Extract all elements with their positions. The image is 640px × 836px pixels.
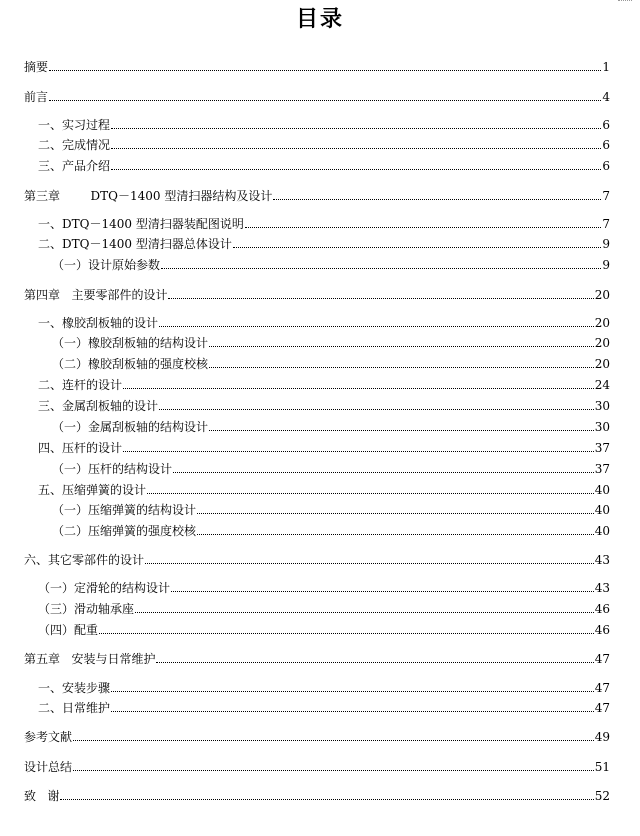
toc-page-number: 46 — [594, 602, 610, 616]
toc-page-number: 7 — [602, 189, 610, 203]
toc-page-number: 1 — [602, 60, 610, 74]
toc-entry[interactable] — [0, 332, 640, 350]
toc-dot-leader — [111, 147, 601, 149]
toc-entry[interactable] — [0, 155, 640, 173]
toc-entry[interactable] — [0, 213, 640, 231]
toc-dot-leader — [111, 168, 601, 170]
toc-dot-leader — [173, 471, 594, 473]
toc-entry[interactable] — [0, 185, 640, 203]
toc-entry[interactable] — [0, 619, 640, 637]
toc-entry-label: （三）滑动轴承座 — [38, 602, 135, 616]
toc-dot-leader — [73, 769, 594, 771]
toc-entry[interactable] — [0, 437, 640, 455]
toc-page-number: 40 — [594, 524, 610, 538]
toc-dot-leader — [123, 387, 594, 389]
toc-entry[interactable] — [0, 785, 640, 803]
toc-dot-leader — [161, 267, 601, 269]
toc-dot-leader — [273, 198, 601, 200]
toc-entry-label: （一）压杆的结构设计 — [52, 462, 173, 476]
toc-entry-label: （四）配重 — [38, 623, 99, 637]
toc-entry-label: （一）定滑轮的结构设计 — [38, 581, 171, 595]
toc-entry-label: 二、DTQ－1400 型清扫器总体设计 — [38, 237, 232, 251]
toc-entry[interactable] — [0, 598, 640, 616]
toc-dot-leader — [111, 690, 594, 692]
toc-entry-label: （一）设计原始参数 — [52, 258, 161, 272]
toc-entry[interactable] — [0, 756, 640, 774]
toc-entry[interactable] — [0, 549, 640, 567]
toc-page-number: 9 — [602, 237, 610, 251]
toc-page-number: 20 — [594, 316, 610, 330]
toc-dot-leader — [209, 429, 594, 431]
toc-entry[interactable] — [0, 114, 640, 132]
toc-entry[interactable] — [0, 374, 640, 392]
toc-page-number: 43 — [594, 553, 610, 567]
toc-entry-label: 设计总结 — [24, 760, 73, 774]
toc-dot-leader — [123, 450, 594, 452]
toc-entry-label: 第三章 DTQ－1400 型清扫器结构及设计 — [24, 189, 273, 203]
toc-dot-leader — [159, 408, 594, 410]
toc-dot-leader — [49, 69, 601, 71]
toc-entry-label: 一、实习过程 — [38, 118, 111, 132]
toc-entry-label: 四、压杆的设计 — [38, 441, 123, 455]
toc-entry-label: 三、金属刮板轴的设计 — [38, 399, 159, 413]
toc-page-number: 43 — [594, 581, 610, 595]
toc-dot-leader — [245, 226, 602, 228]
toc-page-number: 20 — [594, 357, 610, 371]
toc-entry[interactable] — [0, 284, 640, 302]
toc-page-number: 47 — [594, 701, 610, 715]
toc-entry-label: （二）压缩弹簧的强度校核 — [52, 524, 197, 538]
toc-entry[interactable] — [0, 233, 640, 251]
toc-entry-label: 二、完成情况 — [38, 138, 111, 152]
toc-dot-leader — [233, 246, 602, 248]
toc-entry-label: 前言 — [24, 90, 49, 104]
toc-page-number: 49 — [594, 730, 610, 744]
toc-dot-leader — [197, 512, 594, 514]
toc-dot-leader — [99, 632, 594, 634]
toc-entry-label: （一）橡胶刮板轴的结构设计 — [52, 336, 209, 350]
toc-page-number: 6 — [602, 159, 610, 173]
toc-dot-leader — [168, 297, 593, 299]
toc-page-number: 9 — [602, 258, 610, 272]
toc-page-number: 6 — [602, 118, 610, 132]
toc-entry-label: 摘要 — [24, 60, 49, 74]
toc-entry[interactable] — [0, 520, 640, 538]
toc-page-number: 20 — [594, 336, 610, 350]
toc-entry-label: 一、橡胶刮板轴的设计 — [38, 316, 159, 330]
toc-entry[interactable] — [0, 479, 640, 497]
toc-entry-label: 第四章 主要零部件的设计 — [24, 288, 168, 302]
toc-dot-leader — [111, 710, 594, 712]
toc-entry[interactable] — [0, 312, 640, 330]
toc-entry[interactable] — [0, 56, 640, 74]
toc-dot-leader — [171, 590, 594, 592]
toc-dot-leader — [209, 345, 594, 347]
toc-page-number: 37 — [594, 441, 610, 455]
toc-entry[interactable] — [0, 353, 640, 371]
toc-entry[interactable] — [0, 648, 640, 666]
toc-page-number: 46 — [594, 623, 610, 637]
toc-entry-label: 二、日常维护 — [38, 701, 111, 715]
toc-page-number: 30 — [594, 420, 610, 434]
toc-page-number: 47 — [594, 652, 610, 666]
toc-entry-label: 参考文献 — [24, 730, 73, 744]
toc-page-number: 40 — [594, 503, 610, 517]
toc-page-number: 7 — [602, 217, 610, 231]
toc-dot-leader — [156, 661, 593, 663]
toc-page-number: 30 — [594, 399, 610, 413]
toc-dot-leader — [159, 325, 594, 327]
toc-entry[interactable] — [0, 499, 640, 517]
toc-entry-label: 六、其它零部件的设计 — [24, 553, 145, 567]
toc-entry[interactable] — [0, 677, 640, 695]
toc-dot-leader — [73, 739, 594, 741]
toc-entry[interactable] — [0, 697, 640, 715]
toc-entry[interactable] — [0, 134, 640, 152]
toc-page-number: 24 — [594, 378, 610, 392]
toc-entry[interactable] — [0, 395, 640, 413]
toc-entry[interactable] — [0, 577, 640, 595]
toc-dot-leader — [135, 611, 594, 613]
toc-dot-leader — [197, 533, 594, 535]
toc-entry-label: 二、连杆的设计 — [38, 378, 123, 392]
toc-entry-label: 致 谢 — [24, 789, 60, 803]
toc-page-number: 4 — [602, 90, 610, 104]
toc-page-number: 47 — [594, 681, 610, 695]
toc-page-number: 6 — [602, 138, 610, 152]
toc-entry[interactable] — [0, 726, 640, 744]
toc-entry-label: （一）金属刮板轴的结构设计 — [52, 420, 209, 434]
toc-entry-label: 一、DTQ－1400 型清扫器装配图说明 — [38, 217, 244, 231]
toc-dot-leader — [60, 798, 593, 800]
toc-dot-leader — [145, 562, 594, 564]
toc-entry-label: 一、安装步骤 — [38, 681, 111, 695]
toc-dot-leader — [209, 366, 594, 368]
toc-entry[interactable] — [0, 254, 640, 272]
toc-page-number: 52 — [594, 789, 610, 803]
toc-page-number: 40 — [594, 483, 610, 497]
toc-title: 目录 — [295, 7, 344, 32]
toc-entry-label: 五、压缩弹簧的设计 — [38, 483, 147, 497]
toc-entry-label: 第五章 安装与日常维护 — [24, 652, 156, 666]
toc-dot-leader — [111, 127, 601, 129]
toc-entry[interactable] — [0, 458, 640, 476]
toc-entry-label: （一）压缩弹簧的结构设计 — [52, 503, 197, 517]
toc-entry-label: （二）橡胶刮板轴的强度校核 — [52, 357, 209, 371]
toc-dot-leader — [49, 99, 601, 101]
toc-entry-label: 三、产品介绍 — [38, 159, 111, 173]
toc-page-number: 20 — [594, 288, 610, 302]
toc-dot-leader — [147, 492, 594, 494]
toc-page-number: 51 — [594, 760, 610, 774]
toc-entry[interactable] — [0, 86, 640, 104]
toc-page-number: 37 — [594, 462, 610, 476]
toc-entry[interactable] — [0, 416, 640, 434]
